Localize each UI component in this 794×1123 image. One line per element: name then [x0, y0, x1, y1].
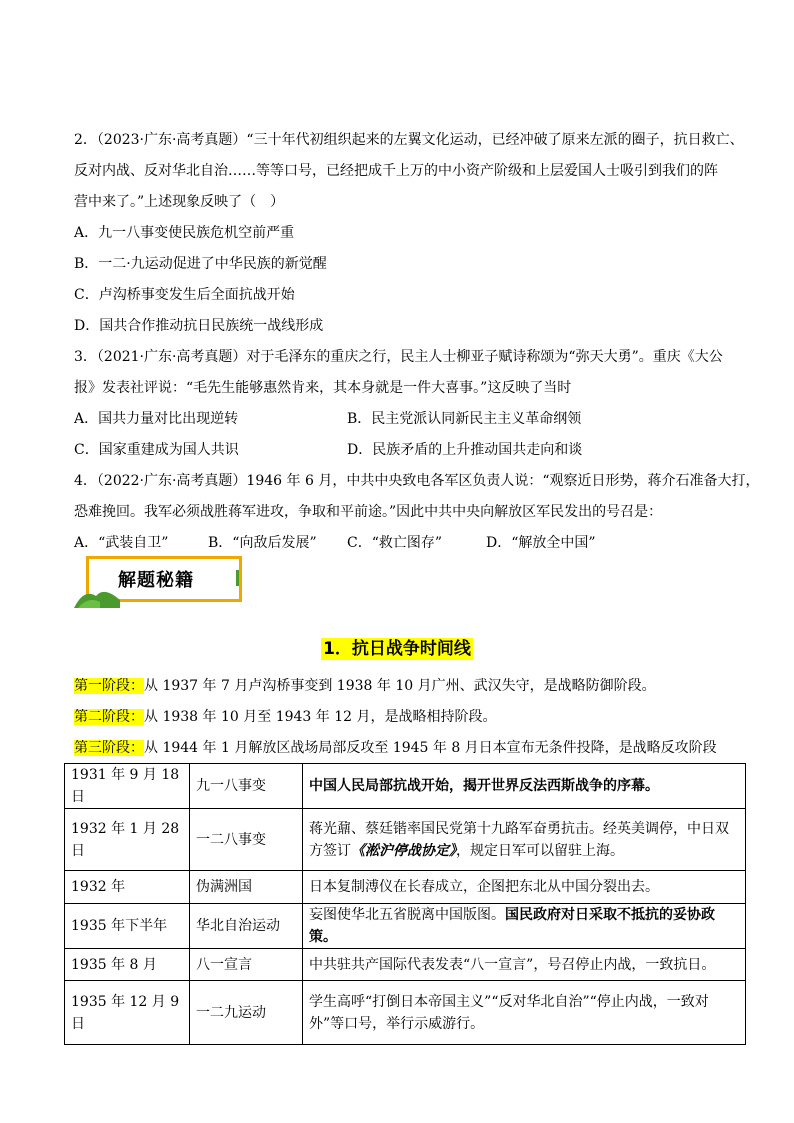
row-desc-part: 《淞沪停战协定》: [351, 842, 456, 859]
row-desc: [303, 904, 746, 949]
stage-3-text: 从 1944 年 1 月解放区战场局部反攻至 1945 年 8 月日本宣布无条件投降，是战略反攻阶段: [144, 740, 717, 756]
stage-3-label: 第三阶段：: [74, 740, 144, 756]
row-date: 1935 年 12 月 9 日: [65, 981, 190, 1045]
q4-option-a: A．“武装自卫”: [74, 535, 169, 551]
stage-2-label: 第二阶段：: [74, 709, 144, 725]
table-row: [65, 764, 746, 809]
q3-option-c: C．国家重建成为国人共识: [74, 442, 239, 458]
q2-stem-line-1: 2．（2023·广东·高考真题）“三十年代初组织起来的左翼文化运动，已经冲破了原来左派的圈子，抗日救亡、: [74, 132, 744, 148]
q2-stem-line-2: 反对内战、反对华北自治……等等口号，已经把成千上万的中小资产阶级和上层爱国人士吸引到我们的阵: [74, 163, 718, 179]
timeline-table: [64, 763, 746, 1045]
table-row: [65, 871, 746, 904]
table-row: [65, 904, 746, 949]
row-desc-part: 日本复制溥仪在长春成立，企图把东北从中国分裂出去。: [309, 879, 659, 895]
green-hills-icon: [74, 586, 120, 608]
q3-option-b: B．民主党派认同新民主主义革命纲领: [347, 411, 582, 427]
row-event: 九一八事变: [190, 764, 303, 809]
row-desc-part: 蒋光鼐、蔡廷锴率国民党第十九路军奋勇抗击。经英美调停，中日双方签订: [309, 820, 729, 859]
row-date: 1931 年 9 月 18 日: [65, 764, 190, 809]
row-date: 1935 年 8 月: [65, 949, 190, 981]
row-desc-part: 中共驻共产国际代表发表“八一宣言”，号召停止内战，一致抗日。: [309, 956, 716, 973]
q3-stem-line-1: 3．（2021·广东·高考真题）对于毛泽东的重庆之行，民主人士柳亚子赋诗称颂为“弥天大勇”。重庆《大公: [74, 349, 723, 365]
green-tick-mark: [236, 570, 239, 586]
row-event: 伪满洲国: [190, 871, 303, 904]
row-desc: [303, 809, 746, 871]
q2-option-d: D．国共合作推动抗日民族统一战线形成: [74, 318, 324, 334]
q4-stem-line-1: 4．（2022·广东·高考真题）1946 年 6 月，中共中央致电各军区负责人说：“观察近日形势，蒋介石准备大打，: [74, 473, 760, 489]
row-desc: [303, 981, 746, 1045]
q2-option-c: C．卢沟桥事变发生后全面抗战开始: [74, 287, 295, 303]
stage-1: [74, 676, 656, 696]
stage-1-text: 从 1937 年 7 月卢沟桥事变到 1938 年 10 月广州、武汉失守，是战略防御阶段。: [144, 678, 656, 694]
stage-2: [74, 707, 497, 727]
q2-option-b: B．一二·九运动促进了中华民族的新觉醒: [74, 256, 327, 272]
row-date: 1932 年 1 月 28 日: [65, 809, 190, 871]
row-desc-part: ，规定日军可以留驻上海。: [456, 842, 624, 859]
q3-option-a: A．国共力量对比出现逆转: [74, 411, 239, 427]
tips-title: 解题秘籍: [118, 570, 194, 591]
row-desc: [303, 764, 746, 809]
row-event: 一二九运动: [190, 981, 303, 1045]
q2-stem-line-3: 营中来了。”上述现象反映了（ ）: [74, 194, 285, 210]
row-date: 1932 年: [65, 871, 190, 904]
row-date: 1935 年下半年: [65, 904, 190, 949]
stage-2-text: 从 1938 年 10 月至 1943 年 12 月，是战略相持阶段。: [144, 709, 497, 725]
q4-stem-line-2: 恐难挽回。我军必须战胜蒋军进攻，争取和平前途。”因此中共中央向解放区军民发出的号召是：: [74, 504, 663, 520]
table-row: [65, 981, 746, 1045]
row-desc-part: 妄图使华北五省脱离中国版图。: [309, 907, 505, 923]
table-row: [65, 949, 746, 981]
stage-1-label: 第一阶段：: [74, 678, 144, 694]
q2-option-a: A．九一八事变使民族危机空前严重: [74, 225, 295, 241]
row-event: 一二八事变: [190, 809, 303, 871]
row-desc-part: 中国人民局部抗战开始，揭开世界反法西斯战争的序幕。: [309, 778, 659, 794]
q3-stem-line-2: 报》发表社评说：“毛先生能够惠然肯来，其本身就是一件大喜事。”这反映了当时: [74, 380, 572, 396]
q4-option-b: B．“向敌后发展”: [208, 535, 317, 551]
stage-3: [74, 738, 717, 758]
q3-option-d: D．民族矛盾的上升推动国共走向和谈: [347, 442, 583, 458]
row-desc-part: 学生高呼“打倒日本帝国主义”“反对华北自治”“停止内战，一致对外”等口号，举行示威游行。: [309, 993, 709, 1032]
row-event: 八一宣言: [190, 949, 303, 981]
q4-option-d: D．“解放全中国”: [486, 535, 596, 551]
row-event: 华北自治运动: [190, 904, 303, 949]
row-desc: [303, 871, 746, 904]
table-row: [65, 809, 746, 871]
section-title-text: 1．抗日战争时间线: [323, 639, 471, 659]
section-title: [0, 634, 794, 659]
q4-option-c: C．“救亡图存”: [347, 535, 443, 551]
row-desc: [303, 949, 746, 981]
row-desc-part: 国民政府对日采取不抵抗的妥协政策。: [309, 907, 715, 945]
